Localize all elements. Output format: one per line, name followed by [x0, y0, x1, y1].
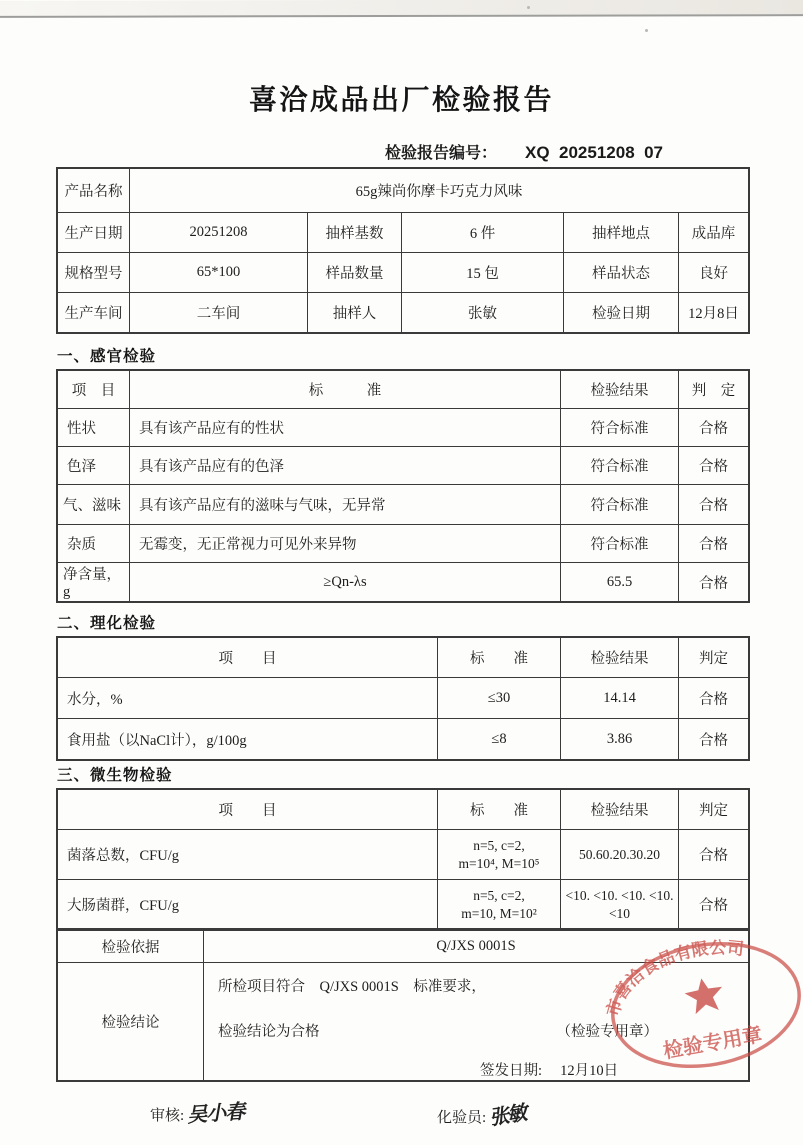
scan-speck	[645, 29, 648, 32]
product-info-table	[57, 168, 749, 333]
info-label: 检验日期	[564, 293, 679, 333]
report-number-value: XQ 20251208 07	[525, 143, 664, 162]
table-row	[58, 525, 749, 563]
reviewer-signature	[150, 1097, 244, 1126]
reviewer-handwritten-name: 吴小春	[186, 1101, 246, 1127]
table-header-row	[58, 638, 749, 678]
table-row	[58, 880, 749, 930]
judgement-cell: 合格	[679, 563, 749, 602]
seal-note: （检验专用章）	[556, 1024, 658, 1040]
reviewer-label: 审核:	[150, 1108, 185, 1124]
table-row	[58, 409, 749, 447]
col-header-standard: 标 准	[438, 638, 561, 678]
tester-label: 化验员:	[437, 1110, 487, 1126]
product-name-label: 产品名称	[58, 169, 130, 213]
basis-value: Q/JXS 0001S	[204, 930, 749, 963]
standard-line2: m=10, M=10²	[461, 905, 537, 921]
table-row	[58, 563, 749, 602]
col-header-item: 项 目	[58, 790, 438, 830]
standard-cell: 具有该产品应有的色泽	[130, 447, 561, 485]
conclusion-text: 检验结论为合格	[218, 1024, 320, 1040]
table-row	[58, 719, 749, 760]
section-heading-micro: 三、微生物检验	[57, 767, 173, 784]
issue-date-line	[480, 1059, 744, 1080]
standard-cell: ≤30	[438, 678, 561, 719]
basis-label: 检验依据	[58, 930, 204, 963]
item-cell: 净含量，g	[58, 563, 130, 602]
report-number-line	[385, 140, 663, 163]
standard-cell: ≥Qn-λs	[130, 563, 561, 602]
table-row	[58, 293, 749, 333]
result-cell: 3.86	[561, 719, 679, 760]
result-cell: 符合标准	[561, 485, 679, 525]
col-header-result: 检验结果	[561, 371, 679, 409]
seal-bottom-text: 检验专用章	[661, 1023, 764, 1063]
col-header-standard: 标 准	[130, 371, 561, 409]
col-header-standard: 标 准	[438, 790, 561, 830]
info-label: 规格型号	[58, 253, 130, 293]
result-cell: 14.14	[561, 678, 679, 719]
tester-signature	[437, 1099, 528, 1130]
info-label: 生产日期	[58, 213, 130, 253]
sensory-table	[57, 370, 749, 602]
col-header-result: 检验结果	[561, 638, 679, 678]
conclusion-line1: 所检项目符合 Q/JXS 0001S 标准要求，	[218, 979, 486, 995]
result-cell: <10. <10. <10. <10. <10	[561, 880, 679, 930]
scanner-edge-artifact	[0, 0, 803, 18]
info-value: 15 包	[402, 253, 564, 293]
table-row	[58, 447, 749, 485]
col-header-judgement: 判 定	[679, 371, 749, 409]
col-header-result: 检验结果	[561, 790, 679, 830]
result-cell: 符合标准	[561, 525, 679, 563]
col-header-judgement: 判定	[679, 790, 749, 830]
conclusion-label: 检验结论	[58, 963, 204, 1081]
col-header-judgement: 判定	[679, 638, 749, 678]
standard-line1: n=5, c=2,	[473, 887, 525, 903]
report-number-label: 检验报告编号：	[385, 145, 498, 162]
conclusion-table	[57, 929, 749, 1081]
table-row	[58, 963, 749, 1081]
result-cell: 50.60.20.30.20	[561, 830, 679, 880]
standard-cell	[438, 880, 561, 930]
info-label: 抽样地点	[564, 213, 679, 253]
item-cell: 菌落总数，CFU/g	[58, 830, 438, 880]
info-value: 20251208	[130, 213, 308, 253]
table-row	[58, 253, 749, 293]
info-label: 样品状态	[564, 253, 679, 293]
standard-cell: 具有该产品应有的性状	[130, 409, 561, 447]
tester-handwritten-name: 张敏	[488, 1102, 528, 1130]
standard-cell: 具有该产品应有的滋味与气味，无异常	[130, 485, 561, 525]
item-cell: 杂质	[58, 525, 130, 563]
info-value: 张敏	[402, 293, 564, 333]
table-row	[58, 678, 749, 719]
table-header-row	[58, 371, 749, 409]
table-row	[58, 169, 749, 213]
table-header-row	[58, 790, 749, 830]
table-row	[58, 830, 749, 880]
info-label: 抽样人	[308, 293, 402, 333]
item-cell: 食用盐（以NaCl计），g/100g	[58, 719, 438, 760]
judgement-cell: 合格	[679, 880, 749, 930]
section-heading-physico: 二、理化检验	[57, 615, 157, 632]
result-cell: 65.5	[561, 563, 679, 602]
standard-line1: n=5, c=2,	[473, 837, 525, 853]
info-label: 抽样基数	[308, 213, 402, 253]
table-row	[58, 213, 749, 253]
col-header-item: 项 目	[58, 371, 130, 409]
seal-company-text: 市喜洽食品有限公司	[603, 938, 745, 1019]
info-value: 12月8日	[679, 293, 749, 333]
micro-table	[57, 789, 749, 930]
result-cell: 符合标准	[561, 447, 679, 485]
judgement-cell: 合格	[679, 678, 749, 719]
item-cell: 大肠菌群，CFU/g	[58, 880, 438, 930]
judgement-cell: 合格	[679, 447, 749, 485]
conclusion-cell	[204, 963, 749, 1081]
judgement-cell: 合格	[679, 719, 749, 760]
product-name-value: 65g辣尚你摩卡巧克力风味	[130, 169, 749, 213]
table-row	[58, 930, 749, 963]
info-label: 样品数量	[308, 253, 402, 293]
standard-line2: m=10⁴, M=10⁵	[458, 855, 540, 871]
info-value: 二车间	[130, 293, 308, 333]
judgement-cell: 合格	[679, 485, 749, 525]
col-header-item: 项 目	[58, 638, 438, 678]
item-cell: 水分，%	[58, 678, 438, 719]
standard-cell: 无霉变，无正常视力可见外来异物	[130, 525, 561, 563]
issue-date-label: 签发日期:	[480, 1063, 543, 1079]
judgement-cell: 合格	[679, 409, 749, 447]
section-heading-sensory: 一、感官检验	[57, 348, 157, 365]
judgement-cell: 合格	[679, 525, 749, 563]
conclusion-line2	[218, 1020, 744, 1041]
result-cell: 符合标准	[561, 409, 679, 447]
info-value: 6 件	[402, 213, 564, 253]
page-title: 喜洽成品出厂检验报告	[248, 84, 554, 115]
item-cell: 性状	[58, 409, 130, 447]
info-value: 成品库	[679, 213, 749, 253]
info-value: 良好	[679, 253, 749, 293]
standard-cell	[438, 830, 561, 880]
scan-speck	[527, 6, 530, 9]
physico-table	[57, 637, 749, 760]
standard-cell: ≤8	[438, 719, 561, 760]
table-row	[58, 485, 749, 525]
item-cell: 色泽	[58, 447, 130, 485]
issue-date-value: 12月10日	[560, 1063, 619, 1079]
item-cell: 气、滋味	[58, 485, 130, 525]
info-value: 65*100	[130, 253, 308, 293]
judgement-cell: 合格	[679, 830, 749, 880]
info-label: 生产车间	[58, 293, 130, 333]
